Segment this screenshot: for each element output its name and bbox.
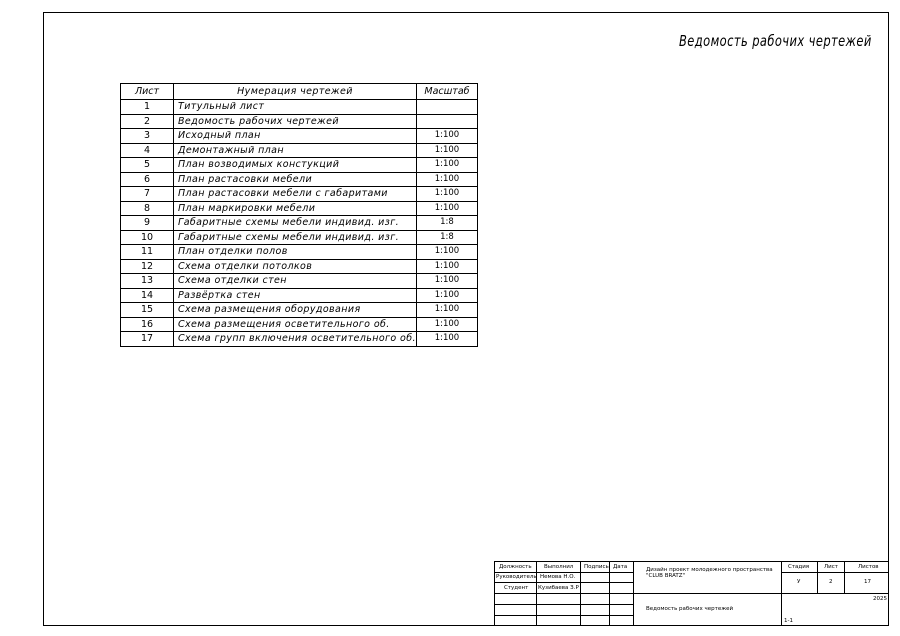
table-row: [121, 201, 478, 216]
title-block: [494, 561, 889, 626]
cell-sheet: 4: [121, 143, 174, 158]
table-header-row: [121, 84, 478, 100]
table-row: [121, 216, 478, 231]
cell-sheet: 16: [121, 317, 174, 332]
cell-name: Развёртка стен: [174, 288, 417, 303]
table-row: [121, 245, 478, 260]
table-row: [121, 317, 478, 332]
table-row: [121, 172, 478, 187]
cell-sheet: 7: [121, 187, 174, 202]
table-row: [121, 158, 478, 173]
cell-name: Ведомость рабочих чертежей: [174, 114, 417, 129]
cell-scale: 1:100: [416, 129, 477, 144]
cell-sheet: 5: [121, 158, 174, 173]
stamp-sheets-label: Листов: [858, 564, 879, 570]
cell-name: Схема групп включения осветительного об.: [174, 332, 417, 347]
cell-sheet: 14: [121, 288, 174, 303]
cell-scale: [416, 100, 477, 115]
cell-scale: 1:100: [416, 187, 477, 202]
cell-name: Исходный план: [174, 129, 417, 144]
table-row: [121, 100, 478, 115]
stamp-col-done: Выполнил: [544, 564, 574, 570]
cell-sheet: 6: [121, 172, 174, 187]
stamp-stage-label: Стадия: [788, 564, 810, 570]
cell-sheet: 15: [121, 303, 174, 318]
table-row: [121, 274, 478, 289]
sheet-title: Ведомость рабочих чертежей: [679, 32, 872, 50]
stamp-group: 1-1: [784, 618, 793, 624]
stamp-role-1: Руководитель: [496, 574, 537, 580]
cell-scale: 1:100: [416, 274, 477, 289]
cell-scale: 1:100: [416, 201, 477, 216]
cell-sheet: 1: [121, 100, 174, 115]
cell-sheet: 8: [121, 201, 174, 216]
stamp-sheet-name: Ведомость рабочих чертежей: [646, 606, 734, 612]
stamp-stage-value: У: [797, 579, 801, 585]
table-row: [121, 303, 478, 318]
stamp-year: 2025: [873, 596, 887, 602]
stamp-col-date: Дата: [613, 564, 628, 570]
stamp-role-2: Студент: [504, 585, 529, 591]
cell-name: Демонтажный план: [174, 143, 417, 158]
table-row: [121, 143, 478, 158]
table-row: [121, 332, 478, 347]
cell-sheet: 2: [121, 114, 174, 129]
cell-scale: 1:100: [416, 332, 477, 347]
stamp-person-1: Немова Н.О.: [540, 574, 576, 580]
cell-scale: 1:100: [416, 158, 477, 173]
table-row: [121, 129, 478, 144]
table-row: [121, 187, 478, 202]
cell-scale: 1:100: [416, 317, 477, 332]
header-name: Нумерация чертежей: [174, 84, 417, 100]
cell-sheet: 10: [121, 230, 174, 245]
cell-name: План растасовки мебели: [174, 172, 417, 187]
cell-scale: 1:8: [416, 230, 477, 245]
cell-name: Габаритные схемы мебели индивид. изг.: [174, 216, 417, 231]
cell-name: План отделки полов: [174, 245, 417, 260]
cell-sheet: 17: [121, 332, 174, 347]
stamp-col-position: Должность: [499, 564, 532, 570]
cell-name: План маркировки мебели: [174, 201, 417, 216]
stamp-project-line2: "CLUB BRATZ": [646, 573, 686, 579]
cell-name: Схема размещения оборудования: [174, 303, 417, 318]
cell-name: План возводимых констукций: [174, 158, 417, 173]
cell-name: Габаритные схемы мебели индивид. изг.: [174, 230, 417, 245]
cell-scale: 1:100: [416, 303, 477, 318]
cell-name: Схема отделки стен: [174, 274, 417, 289]
cell-name: Схема размещения осветительного об.: [174, 317, 417, 332]
stamp-sheet-value: 2: [829, 579, 833, 585]
cell-sheet: 3: [121, 129, 174, 144]
cell-scale: 1:8: [416, 216, 477, 231]
stamp-sheets-value: 17: [864, 579, 871, 585]
table-row: [121, 259, 478, 274]
cell-sheet: 13: [121, 274, 174, 289]
table-row: [121, 230, 478, 245]
table-row: [121, 114, 478, 129]
header-scale: Масштаб: [416, 84, 477, 100]
cell-sheet: 9: [121, 216, 174, 231]
stamp-sheet-label: Лист: [824, 564, 838, 570]
header-sheet: Лист: [121, 84, 174, 100]
cell-scale: 1:100: [416, 245, 477, 260]
cell-scale: 1:100: [416, 172, 477, 187]
stamp-person-2: Кузибаева З.Р: [538, 585, 579, 591]
cell-name: Титульный лист: [174, 100, 417, 115]
cell-name: План растасовки мебели с габаритами: [174, 187, 417, 202]
cell-scale: 1:100: [416, 288, 477, 303]
drawings-register-table: [120, 83, 478, 347]
cell-scale: 1:100: [416, 143, 477, 158]
stamp-col-sign: Подпись: [584, 564, 609, 570]
stamp-project-line1: Дизайн проект молодежного пространства: [646, 567, 773, 573]
cell-scale: 1:100: [416, 259, 477, 274]
cell-sheet: 11: [121, 245, 174, 260]
cell-scale: [416, 114, 477, 129]
cell-name: Схема отделки потолков: [174, 259, 417, 274]
table-row: [121, 288, 478, 303]
cell-sheet: 12: [121, 259, 174, 274]
